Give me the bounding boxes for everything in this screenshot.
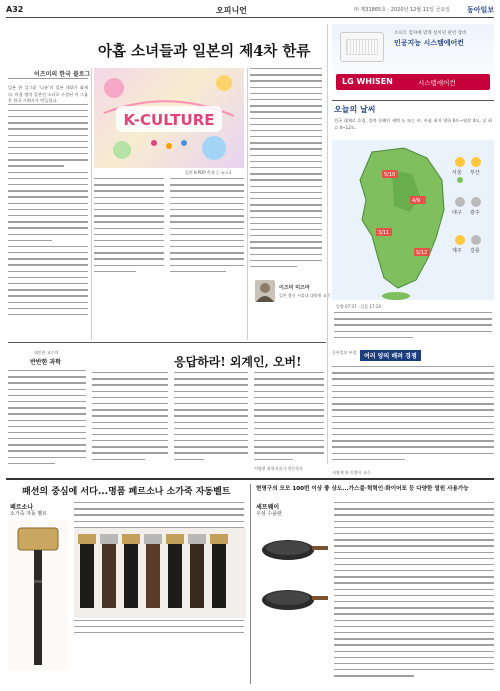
belt-ad-product: 소가죽 자동 벨트 (10, 511, 47, 517)
svg-text:5/12: 5/12 (416, 250, 428, 256)
aircon-ad-line2: 인공지능 시스템에어컨 (394, 39, 465, 47)
article-column-3 (170, 178, 244, 272)
divider-1 (91, 68, 92, 340)
aircon-ad-line1: 소프트 컴자에 맞게 설치된 관련 장비 (394, 31, 467, 36)
divider-3 (327, 24, 328, 464)
pan-ad-product: 우섬 수플랜 (256, 511, 282, 517)
svg-text:부산: 부산 (470, 170, 480, 176)
article-lead-text: 일본 한 걸그룹 ‘니쥬’의 일본 데뷔가 화제다. 아홉 명의 일본인 소녀로 구성된 이 그룹은 한국 기획사가 만들었다. (8, 85, 88, 104)
divider-2 (247, 68, 248, 340)
weather-forecast-table (334, 312, 492, 342)
svg-text:제주: 제주 (452, 248, 462, 254)
mid-rule (8, 342, 326, 343)
issue-date: ㈜ 제31865호 · 2020년 12월 11일 금요일 (353, 7, 450, 13)
belt-ad-headline: 패션의 중심에 서다...명품 페르소나 소가죽 자동벨트 (22, 487, 231, 497)
right-column-text (332, 366, 494, 468)
svg-text:K-CULTURE: K-CULTURE (123, 111, 215, 129)
bottom-column-4 (254, 372, 324, 465)
page-header (6, 4, 494, 18)
bottom-left-author: 이명현 과학저술가·천문학자 (254, 466, 303, 471)
right-column-title: 여러 양의 배려 경쟁 (360, 350, 421, 361)
lg-brand: LG WHISEN (342, 77, 393, 86)
kculture-photo (94, 68, 244, 168)
pan-ad-headline: 현명구의 모모 100번 이상 좋 상도...가스블·혁혁인·화이어포 등 다양한 열원 사용가능 (256, 486, 469, 492)
weather-title: 오늘의 날씨 (334, 105, 376, 114)
column-series: 대인관 교수의 (34, 350, 59, 355)
pan-ad-text (334, 502, 494, 682)
bottom-column-1 (8, 370, 86, 465)
author-title: 일본 출신 서울대 대학원 교수 (279, 293, 331, 298)
weather-map (332, 140, 494, 300)
page-number: A32 (6, 5, 24, 14)
section-name: 오피니언 (216, 6, 247, 15)
pan-ad-brand: 세프웨이 (256, 504, 280, 511)
belt-collection-image (74, 528, 246, 618)
aircon-ad (332, 24, 494, 96)
lg-brand-sub: 시스템에어컨 (418, 79, 456, 87)
svg-text:3/11: 3/11 (378, 230, 390, 236)
article-column-1 (8, 85, 88, 350)
kculture-illustration (94, 68, 244, 168)
column-title-rule (8, 78, 88, 79)
svg-text:4/9: 4/9 (412, 198, 421, 204)
aircon-unit (340, 32, 384, 62)
belt-ad-brand: 페르소나 (10, 504, 34, 511)
ad-rule (6, 478, 494, 480)
bottom-column-3 (174, 372, 248, 465)
ad-divider (250, 484, 251, 684)
article-column-2 (94, 178, 164, 272)
right-column-series: 동아일보 부설 (332, 350, 357, 355)
sun-times: 일출 07:37 · 일몰 17:14 (336, 304, 381, 309)
column-title: 이즈미의 한국 블로그 (34, 71, 91, 78)
right-column-author: 서영재 외 동양사 교수 (332, 470, 371, 475)
belt-product-image (8, 520, 68, 670)
korea-map (332, 140, 494, 300)
newspaper-logo: 동아일보 (466, 6, 494, 14)
lg-logo (336, 74, 490, 90)
top-headline: 아홉 소녀들과 일본의 제4차 한류 (98, 43, 311, 60)
weather-top-rule (332, 100, 494, 101)
svg-text:강릉: 강릉 (470, 248, 480, 254)
photo-caption: 일본 K-POP 축제 ⓒ 뉴스1 (185, 170, 232, 175)
author-name: 이즈미 미즈마 (279, 285, 310, 291)
pan-product-image (256, 522, 330, 672)
article-column-4 (250, 68, 322, 273)
svg-text:5/10: 5/10 (384, 172, 396, 178)
bottom-column-2 (92, 372, 168, 465)
svg-text:광주: 광주 (470, 210, 480, 216)
svg-text:대구: 대구 (452, 210, 462, 216)
column-series-title: 반반한 과학 (30, 359, 62, 366)
bottom-left-headline: 응답하라! 외계인, 오버! (174, 355, 302, 369)
author-photo (255, 280, 275, 302)
svg-text:서울: 서울 (452, 170, 462, 176)
weather-text: 전국 대체로 흐림, 경북 동해안 새벽 눈 또는 비. 아침 최저 영하 6도~영상 4도, 낮 최고 4~12도. (334, 118, 492, 130)
